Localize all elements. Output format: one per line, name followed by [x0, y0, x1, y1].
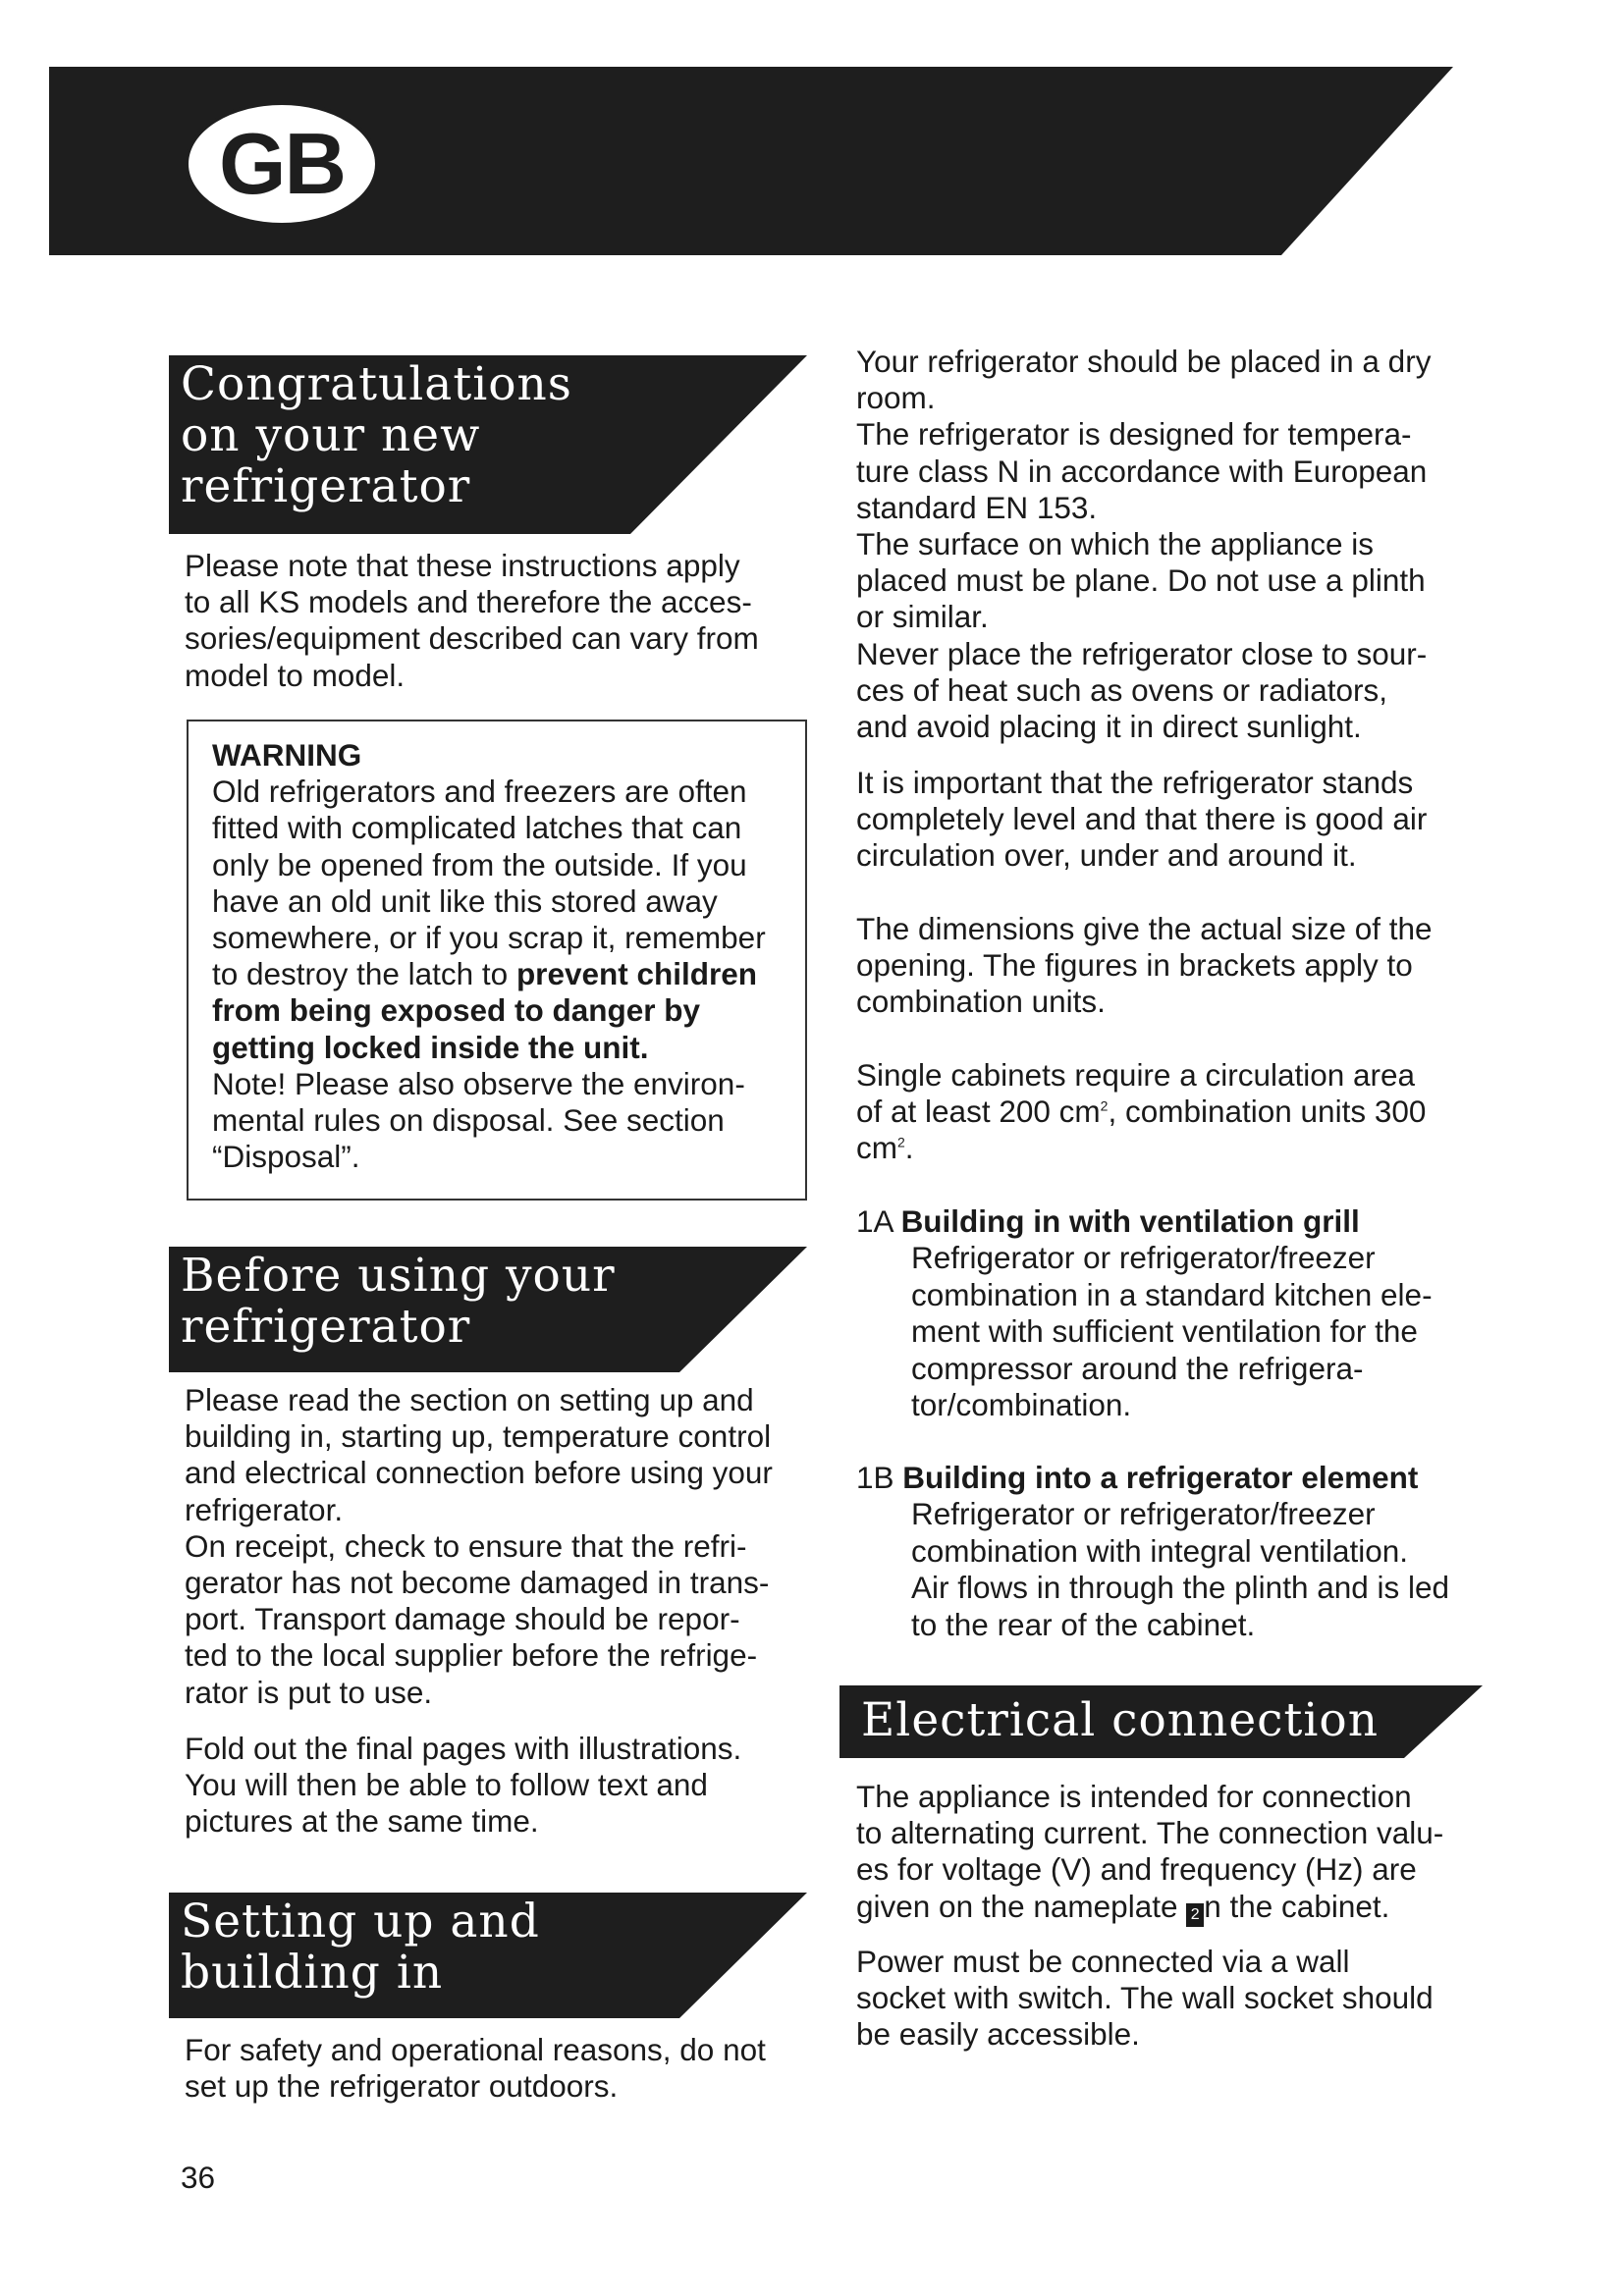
- text-line: Refrigerator or refrigerator/freezer: [911, 1240, 1376, 1276]
- item-label: 1A: [856, 1203, 893, 1239]
- text-line: somewhere, or if you scrap it, remember: [212, 920, 766, 956]
- text-line: from being exposed to danger by: [212, 992, 701, 1029]
- text-line: “Disposal”.: [212, 1139, 360, 1175]
- before-paragraph-2: [185, 1731, 741, 1841]
- superscript: 2: [897, 1134, 905, 1150]
- superscript: 2: [1100, 1097, 1109, 1114]
- heading-line: refrigerator: [181, 459, 471, 513]
- text-line: and electrical connection before using your: [185, 1455, 773, 1491]
- text-line: Please read the section on setting up and: [185, 1382, 754, 1417]
- text-line: Please note that these instructions apply: [185, 548, 740, 583]
- text-fragment: .: [904, 1130, 914, 1166]
- text-fragment: given on the nameplate: [856, 1888, 1187, 1924]
- text-line: rator is put to use.: [185, 1674, 433, 1710]
- text-line: mental rules on disposal. See section: [212, 1102, 725, 1139]
- text-line: Power must be connected via a wall: [856, 1944, 1350, 1979]
- text-line: [856, 1094, 1426, 1130]
- text-line: It is important that the refrigerator stands: [856, 765, 1414, 800]
- heading-before-using: [169, 1247, 807, 1372]
- text-line: [856, 1130, 1426, 1166]
- text-fragment: n the cabinet.: [1204, 1888, 1390, 1924]
- warning-text: [212, 737, 766, 1175]
- electrical-paragraph-2: [856, 1944, 1434, 2054]
- text-line: ted to the local supplier before the refrige-: [185, 1637, 758, 1674]
- text-line: set up the refrigerator outdoors.: [185, 2068, 619, 2105]
- before-paragraph-1: [185, 1382, 773, 1711]
- text-line: es for voltage (V) and frequency (Hz) are: [856, 1851, 1417, 1888]
- heading-electrical-connection: [839, 1685, 1483, 1758]
- text-line: or similar.: [856, 599, 989, 635]
- figure-reference-icon: 2: [1186, 1903, 1204, 1927]
- text-line: opening. The figures in brackets apply to: [856, 947, 1413, 984]
- text-line: [856, 1889, 1443, 1927]
- text-line: have an old unit like this stored away: [212, 882, 718, 919]
- text-line: standard EN 153.: [856, 489, 1098, 525]
- item-1b: [856, 1460, 1449, 1643]
- item-label: 1B: [856, 1460, 894, 1495]
- text-line: to alternating current. The connection valu-: [856, 1815, 1444, 1851]
- heading-line: building in: [181, 1946, 444, 2000]
- text-line: only be opened from the outside. If you: [212, 846, 747, 882]
- placement-paragraph: [856, 344, 1431, 745]
- text-line: combination units.: [856, 984, 1106, 1020]
- text-line: getting locked inside the unit.: [212, 1029, 649, 1065]
- country-badge: GB: [185, 101, 379, 227]
- heading-line: Setting up and: [181, 1895, 540, 1949]
- text-line: Fold out the final pages with illustrations.: [185, 1731, 742, 1766]
- text-line: ces of heat such as ovens or radiators,: [856, 671, 1388, 708]
- text-line: ture class N in accordance with European: [856, 453, 1428, 489]
- text-line: room.: [856, 380, 936, 416]
- text-line: Refrigerator or refrigerator/freezer: [911, 1496, 1376, 1532]
- congrats-paragraph: [185, 548, 759, 694]
- text-line: Your refrigerator should be placed in a dry: [856, 344, 1432, 379]
- text-line: For safety and operational reasons, do not: [185, 2032, 766, 2067]
- item-title: Building in with ventilation grill: [900, 1203, 1360, 1239]
- item-title-line: [856, 1460, 1449, 1496]
- text-line: Note! Please also observe the environ-: [212, 1065, 745, 1101]
- dimensions-paragraph: [856, 911, 1433, 1021]
- text-line: fitted with complicated latches that can: [212, 810, 742, 846]
- text-line: port. Transport damage should be repor-: [185, 1601, 740, 1637]
- text-fragment: to destroy the latch to: [212, 956, 516, 992]
- text-line: circulation over, under and around it.: [856, 837, 1357, 874]
- item-title: Building into a refrigerator element: [902, 1460, 1419, 1495]
- text-line: The dimensions give the actual size of the: [856, 911, 1433, 946]
- text-line: The refrigerator is designed for tempera-: [856, 416, 1412, 453]
- text-line: Single cabinets require a circulation area: [856, 1057, 1416, 1093]
- page-number: 36: [181, 2160, 216, 2195]
- text-line: [212, 956, 766, 992]
- text-line: The appliance is intended for connection: [856, 1779, 1412, 1814]
- text-line: ment with sufficient ventilation for the: [911, 1313, 1418, 1350]
- text-line: socket with switch. The wall socket should: [856, 1980, 1434, 2016]
- text-line: On receipt, check to ensure that the refri-: [185, 1527, 747, 1564]
- bold-fragment: prevent children: [515, 956, 758, 992]
- level-paragraph: [856, 765, 1427, 875]
- text-line: Old refrigerators and freezers are often: [212, 774, 747, 810]
- text-line: gerator has not become damaged in trans-: [185, 1565, 770, 1601]
- item-1a: [856, 1203, 1433, 1423]
- text-line: building in, starting up, temperature control: [185, 1418, 772, 1455]
- text-line: refrigerator.: [185, 1491, 344, 1527]
- heading-line: Electrical connection: [861, 1693, 1379, 1747]
- text-fragment: of at least 200 cm: [856, 1094, 1101, 1130]
- text-line: tor/combination.: [911, 1387, 1132, 1423]
- text-line: be easily accessible.: [856, 2016, 1140, 2053]
- item-title-line: [856, 1203, 1433, 1240]
- text-line: Never place the refrigerator close to sour-: [856, 635, 1428, 671]
- electrical-paragraph-1: [856, 1779, 1443, 1927]
- text-line: sories/equipment described can vary from: [185, 620, 759, 657]
- text-line: completely level and that there is good air: [856, 801, 1428, 837]
- heading-congratulations: [169, 355, 807, 534]
- heading-line: Before using your: [181, 1249, 616, 1303]
- circulation-paragraph: [856, 1057, 1426, 1167]
- text-line: to the rear of the cabinet.: [911, 1606, 1256, 1642]
- text-line: Air flows in through the plinth and is led: [911, 1570, 1450, 1606]
- text-line: model to model.: [185, 657, 406, 693]
- text-fragment: cm: [856, 1130, 897, 1166]
- text-line: You will then be able to follow text and: [185, 1767, 708, 1803]
- text-line: pictures at the same time.: [185, 1803, 539, 1840]
- text-line: combination in a standard kitchen ele-: [911, 1276, 1433, 1312]
- text-line: placed must be plane. Do not use a plinth: [856, 562, 1426, 599]
- warning-title: WARNING: [212, 737, 362, 773]
- text-fragment: , combination units 300: [1108, 1094, 1427, 1130]
- heading-line: refrigerator: [181, 1300, 471, 1354]
- heading-line: Congratulations: [181, 357, 572, 411]
- text-line: compressor around the refrigera-: [911, 1350, 1364, 1386]
- text-line: to all KS models and therefore the acces-: [185, 584, 752, 620]
- heading-setting-up: [169, 1893, 807, 2018]
- text-line: and avoid placing it in direct sunlight.: [856, 709, 1362, 745]
- setting-paragraph: [185, 2032, 766, 2105]
- text-line: The surface on which the appliance is: [856, 526, 1375, 562]
- heading-line: on your new: [181, 408, 481, 462]
- text-line: combination with integral ventilation.: [911, 1532, 1409, 1569]
